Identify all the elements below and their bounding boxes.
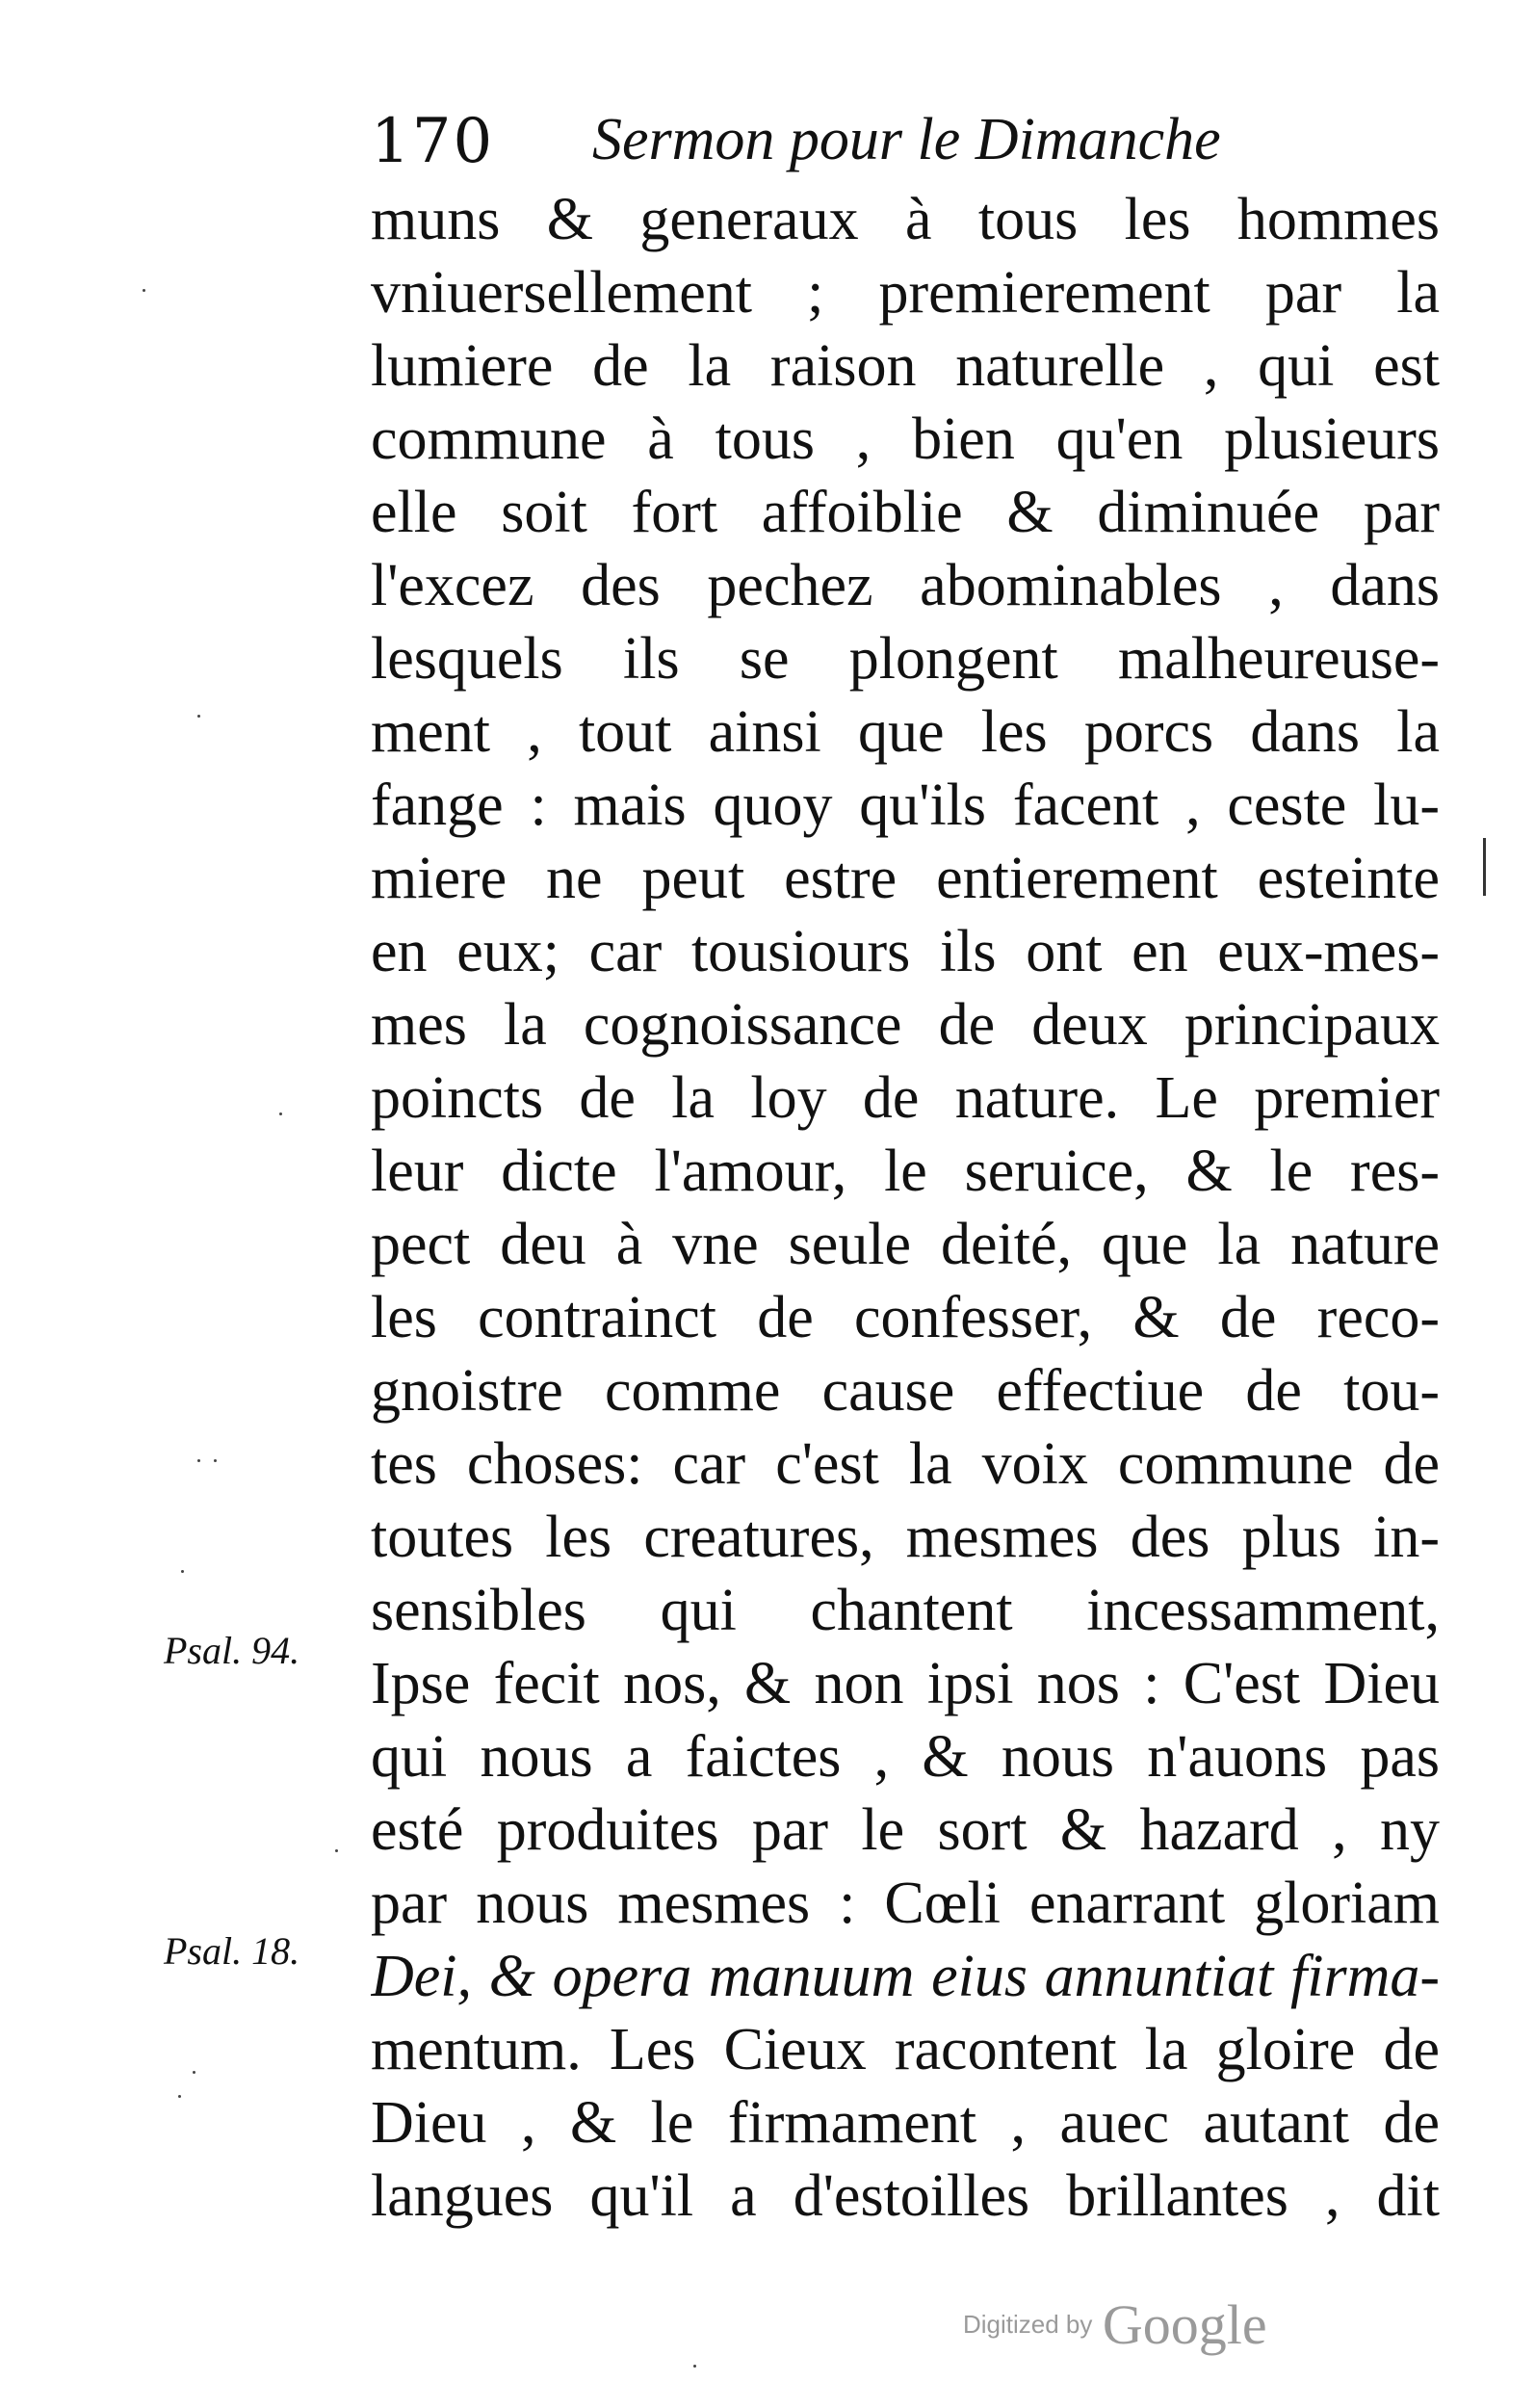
text-line: sensibles qui chantent incessamment, (371, 1578, 1440, 1643)
margin-note-psalm-18: Psal. 18. (164, 1929, 300, 1973)
text-line: pect deu à vne seule deité, que la nature (371, 1212, 1440, 1277)
text-line: ment , tout ainsi que les porcs dans la (371, 699, 1440, 765)
text-line: qui nous a faictes , & nous n'auons pas (371, 1724, 1440, 1790)
text-line: mes la cognoissance de deux principaux (371, 992, 1440, 1058)
text-line: lesquels ils se plongent malheureuse- (371, 626, 1440, 692)
scan-speck (178, 2095, 181, 2098)
watermark-brand: Google (1102, 2293, 1267, 2356)
text-line: en eux; car tousiours ils ont en eux-mes- (371, 919, 1440, 984)
text-line: l'excez des pechez abominables , dans (371, 553, 1440, 618)
text-line: leur dicte l'amour, le seruice, & le res- (371, 1139, 1440, 1204)
scan-speck (693, 2365, 696, 2368)
text-line-latin: Dei, & opera manuum eius annuntiat firma- (371, 1944, 1440, 2009)
running-title: Sermon pour le Dimanche (592, 107, 1221, 172)
text-line: miere ne peut estre entierement esteinte (371, 846, 1440, 911)
scan-speck (193, 2071, 195, 2074)
text-line: vniuersellement ; premierement par la (371, 260, 1440, 326)
text-line: toutes les creatures, mesmes des plus in- (371, 1505, 1440, 1570)
page-header (371, 106, 1440, 193)
page-number: 170 (371, 106, 495, 177)
text-line: esté produites par le sort & hazard , ny (371, 1797, 1440, 1863)
scan-speck (181, 1570, 184, 1573)
digitized-watermark (963, 2292, 1267, 2357)
text-line: par nous mesmes : Cœli enarrant gloriam (371, 1871, 1440, 1936)
text-line: les contrainct de confesser, & de reco- (371, 1285, 1440, 1350)
text-line: tes choses: car c'est la voix commune de (371, 1431, 1440, 1497)
scan-speck (335, 1849, 338, 1852)
text-line-latin: Ipse fecit nos, & non ipsi nos : C'est Dieu (371, 1651, 1440, 1716)
text-line: elle soit fort affoiblie & diminuée par (371, 480, 1440, 545)
scan-speck (143, 289, 145, 292)
margin-note-psalm-94: Psal. 94. (164, 1629, 300, 1672)
text-line: lumiere de la raison naturelle , qui est (371, 333, 1440, 399)
watermark-prefix: Digitized by (963, 2310, 1093, 2339)
scan-speck (197, 1459, 200, 1462)
scan-mark (1483, 838, 1486, 896)
scan-speck (197, 715, 200, 718)
text-line: gnoistre comme cause effectiue de tou- (371, 1358, 1440, 1424)
text-line: muns & generaux à tous les hommes (371, 187, 1440, 252)
text-line: mentum. Les Cieux racontent la gloire de (371, 2017, 1440, 2082)
scan-speck (279, 1112, 282, 1115)
text-line: commune à tous , bien qu'en plusieurs (371, 406, 1440, 472)
body-text (371, 183, 1440, 2233)
scan-speck (214, 1459, 217, 1462)
text-line: Dieu , & le firmament , auec autant de (371, 2090, 1440, 2156)
text-line: poincts de la loy de nature. Le premier (371, 1065, 1440, 1131)
text-line: langues qu'il a d'estoilles brillantes , dit (371, 2163, 1440, 2229)
text-line: fange : mais quoy qu'ils facent , ceste lu- (371, 772, 1440, 838)
